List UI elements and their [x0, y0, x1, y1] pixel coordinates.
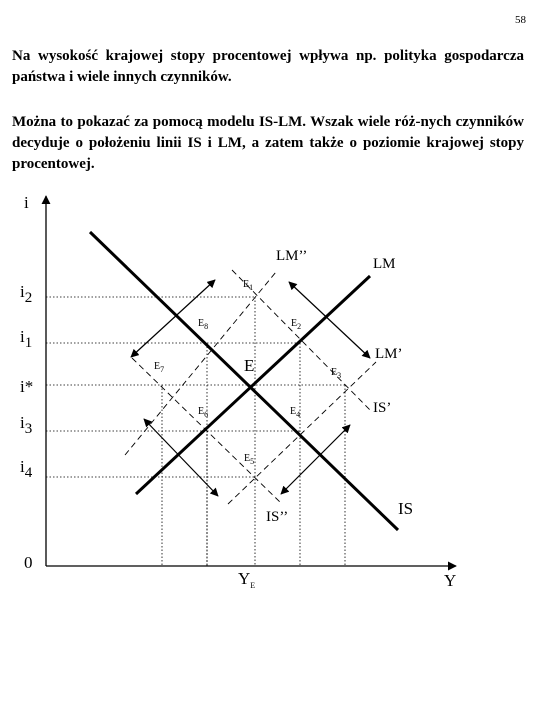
ye-label: $Y_E$: [238, 569, 256, 590]
intro-paragraph: Na wysokość krajowej stopy procentowej wpływa np. polityka gospodarcza państwa i wiele innych czynników.: [12, 48, 524, 85]
is-label: IS: [398, 499, 414, 518]
lm-up-label: LM’’: [276, 248, 308, 264]
point-label-e3: $E_3$: [331, 367, 342, 380]
point-label-e8: $E_8$: [198, 318, 209, 331]
level-label-i4: i4: [20, 457, 33, 481]
lm-label: LM: [373, 256, 396, 272]
point-label-e5: $E_5$: [244, 453, 255, 466]
level-label-istar: i*: [20, 377, 34, 396]
model-paragraph: Można to pokazać za pomocą modelu IS-LM. Wszak wiele róż-nych czynników decyduje o położeniu linii IS i LM, a zatem także o poziomie krajowej stopy procentowej.: [12, 114, 524, 172]
point-label-e7: $E_7$: [154, 361, 165, 374]
point-label-e4: $E_4$: [290, 406, 301, 419]
axis-y-label: i: [24, 193, 29, 212]
lm-down-curve: [228, 362, 376, 504]
is-down-label: IS’’: [266, 509, 289, 525]
lm-shift-arrow: [289, 282, 370, 358]
is-shift-arrow: [281, 425, 350, 494]
point-label-e6: $E_6$: [198, 406, 209, 419]
level-label-i3: i3: [20, 413, 33, 437]
level-label-i1: i1: [20, 327, 33, 351]
equilibrium-label: E: [244, 356, 255, 375]
level-label-i2: i2: [20, 282, 33, 306]
point-label-e2: $E_2$: [291, 318, 302, 331]
origin-label: 0: [24, 553, 33, 572]
is-up-label: IS’: [373, 400, 392, 416]
point-label-e1: $E_1$: [243, 279, 254, 292]
axis-x-label: Y: [444, 571, 457, 590]
lm-down-label: LM’: [375, 346, 403, 362]
is-curve: [90, 232, 398, 530]
page-number: 58: [515, 14, 526, 26]
